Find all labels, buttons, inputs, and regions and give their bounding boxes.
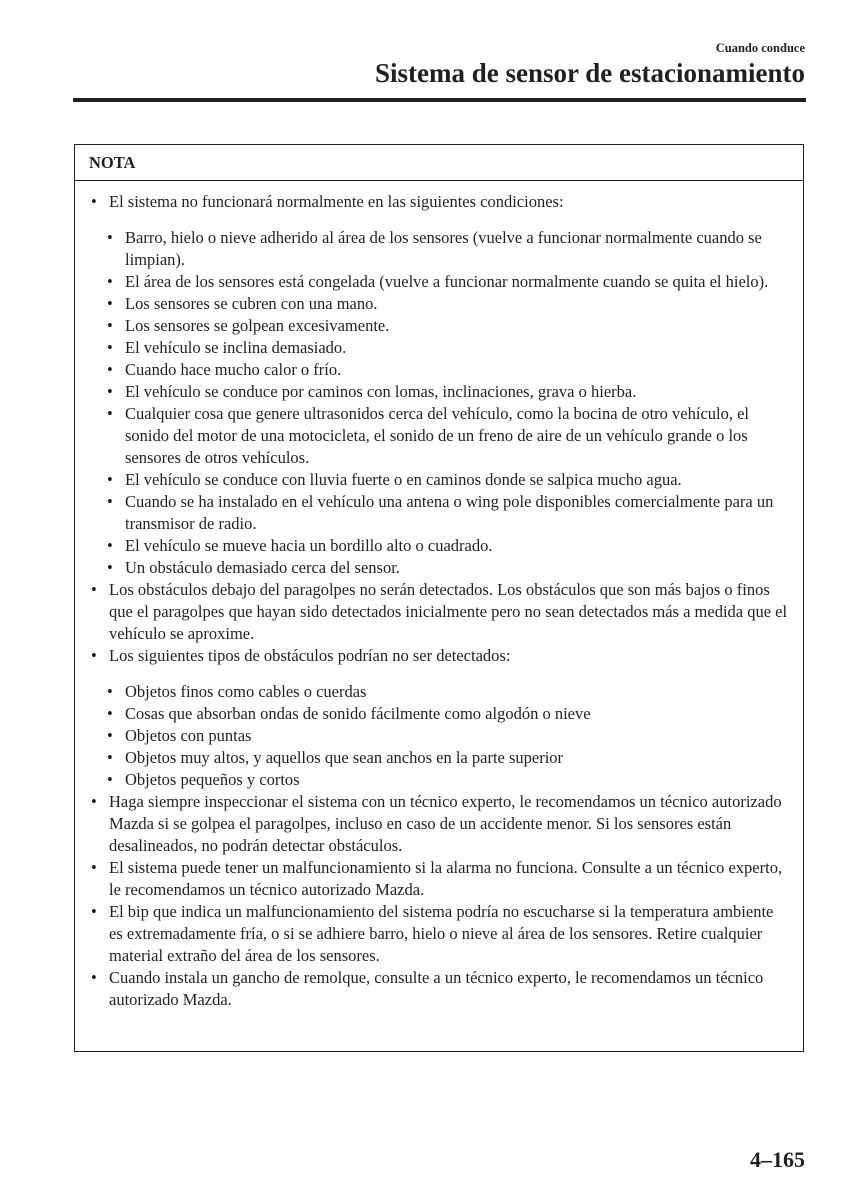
condition-text: Cuando hace mucho calor o frío. [125, 360, 342, 379]
condition-item [105, 557, 791, 579]
condition-text: Cuando se ha instalado en el vehículo una antena o wing pole disponibles comercialmente para un transmisor de radio. [125, 492, 774, 533]
condition-item [105, 535, 791, 557]
bullet-icon: • [91, 792, 97, 811]
condition-item [105, 271, 791, 293]
section-label: Cuando conduce [715, 41, 805, 55]
page-title: Sistema de sensor de estacionamiento [375, 58, 805, 88]
obstacle-text: Objetos con puntas [125, 726, 252, 745]
condition-text: El vehículo se inclina demasiado. [125, 338, 347, 357]
note-bullet-intro [89, 191, 791, 213]
header-rule [73, 98, 806, 102]
bullet-icon: • [91, 646, 97, 665]
condition-text: Barro, hielo o nieve adherido al área de los sensores (vuelve a funcionar normalmente cuando se limpian). [125, 228, 762, 269]
note-heading: NOTA [75, 145, 803, 181]
condition-item [105, 337, 791, 359]
bullet-icon: • [107, 404, 113, 423]
bullet-text: Los obstáculos debajo del paragolpes no serán detectados. Los obstáculos que son más bajos o finos que el paragolpes que hayan sido detectados inicialmente pero no sean detectados más a medida que el vehículo se aproxime. [109, 580, 788, 643]
obstacle-item [105, 725, 791, 747]
condition-text: El vehículo se mueve hacia un bordillo alto o cuadrado. [125, 536, 493, 555]
bullet-icon: • [91, 902, 97, 921]
note-bullet-malfunction [89, 857, 791, 901]
note-bullet-inspection [89, 791, 791, 857]
obstacle-item [105, 769, 791, 791]
bullet-icon: • [91, 968, 97, 987]
bullet-text: El bip que indica un malfuncionamiento del sistema podría no escucharse si la temperatura ambiente es extremadamente fría, o si se adhiere barro, hielo o nieve al área de los sensores. Retire cualquier material extraño del área de los sensores. [109, 902, 774, 965]
obstacle-text: Objetos pequeños y cortos [125, 770, 300, 789]
bullet-icon: • [107, 294, 113, 313]
bullet-icon: • [107, 272, 113, 291]
condition-item [105, 315, 791, 337]
note-bullet-obstacles-intro [89, 645, 791, 667]
bullet-text: El sistema puede tener un malfuncionamiento si la alarma no funciona. Consulte a un técnico experto, le recomendamos un técnico autorizado Mazda. [109, 858, 783, 899]
condition-text: Los sensores se cubren con una mano. [125, 294, 378, 313]
condition-item [105, 359, 791, 381]
bullet-icon: • [107, 726, 113, 745]
obstacle-text: Cosas que absorban ondas de sonido fácilmente como algodón o nieve [125, 704, 591, 723]
bullet-text: El sistema no funcionará normalmente en las siguientes condiciones: [109, 192, 564, 211]
note-body [75, 181, 803, 1011]
bullet-icon: • [91, 192, 97, 211]
note-bullet-tow-hook [89, 967, 791, 1011]
bullet-icon: • [107, 470, 113, 489]
bullet-icon: • [107, 770, 113, 789]
bullet-icon: • [107, 536, 113, 555]
bullet-text: Haga siempre inspeccionar el sistema con un técnico experto, le recomendamos un técnico autorizado Mazda si se golpea el paragolpes, incluso en caso de un accidente menor. Si los sensores están desalineados, no podrán detectar obstáculos. [109, 792, 782, 855]
condition-text: El vehículo se conduce por caminos con lomas, inclinaciones, grava o hierba. [125, 382, 637, 401]
condition-text: El área de los sensores está congelada (vuelve a funcionar normalmente cuando se quita el hielo). [125, 272, 769, 291]
bullet-icon: • [107, 558, 113, 577]
obstacle-text: Objetos finos como cables o cuerdas [125, 682, 367, 701]
note-bullet-beep [89, 901, 791, 967]
bullet-text: Cuando instala un gancho de remolque, consulte a un técnico experto, le recomendamos un técnico autorizado Mazda. [109, 968, 764, 1009]
condition-item [105, 381, 791, 403]
bullet-icon: • [107, 704, 113, 723]
obstacle-text: Objetos muy altos, y aquellos que sean anchos en la parte superior [125, 748, 564, 767]
bullet-icon: • [107, 382, 113, 401]
bullet-icon: • [91, 580, 97, 599]
bullet-icon: • [107, 748, 113, 767]
condition-text: Cualquier cosa que genere ultrasonidos cerca del vehículo, como la bocina de otro vehículo, el sonido del motor de una motocicleta, el sonido de un freno de aire de un vehículo grande o los sensores de otros vehículos. [125, 404, 750, 467]
page-number: 4–165 [750, 1147, 805, 1172]
condition-item [105, 491, 791, 535]
condition-text: Los sensores se golpean excesivamente. [125, 316, 390, 335]
obstacle-item [105, 747, 791, 769]
condition-text: Un obstáculo demasiado cerca del sensor. [125, 558, 400, 577]
obstacle-item [105, 703, 791, 725]
obstacle-item [105, 681, 791, 703]
bullet-icon: • [107, 492, 113, 511]
note-box [74, 144, 804, 1052]
condition-item [105, 227, 791, 271]
obstacles-list [89, 681, 791, 791]
bullet-text: Los siguientes tipos de obstáculos podrían no ser detectados: [109, 646, 511, 665]
note-bullet-below-bumper [89, 579, 791, 645]
condition-item [105, 403, 791, 469]
condition-item [105, 469, 791, 491]
bullet-icon: • [107, 338, 113, 357]
bullet-icon: • [107, 316, 113, 335]
bullet-icon: • [107, 228, 113, 247]
bullet-icon: • [107, 682, 113, 701]
bullet-icon: • [107, 360, 113, 379]
conditions-list [89, 227, 791, 579]
condition-text: El vehículo se conduce con lluvia fuerte o en caminos donde se salpica mucho agua. [125, 470, 682, 489]
bullet-icon: • [91, 858, 97, 877]
condition-item [105, 293, 791, 315]
